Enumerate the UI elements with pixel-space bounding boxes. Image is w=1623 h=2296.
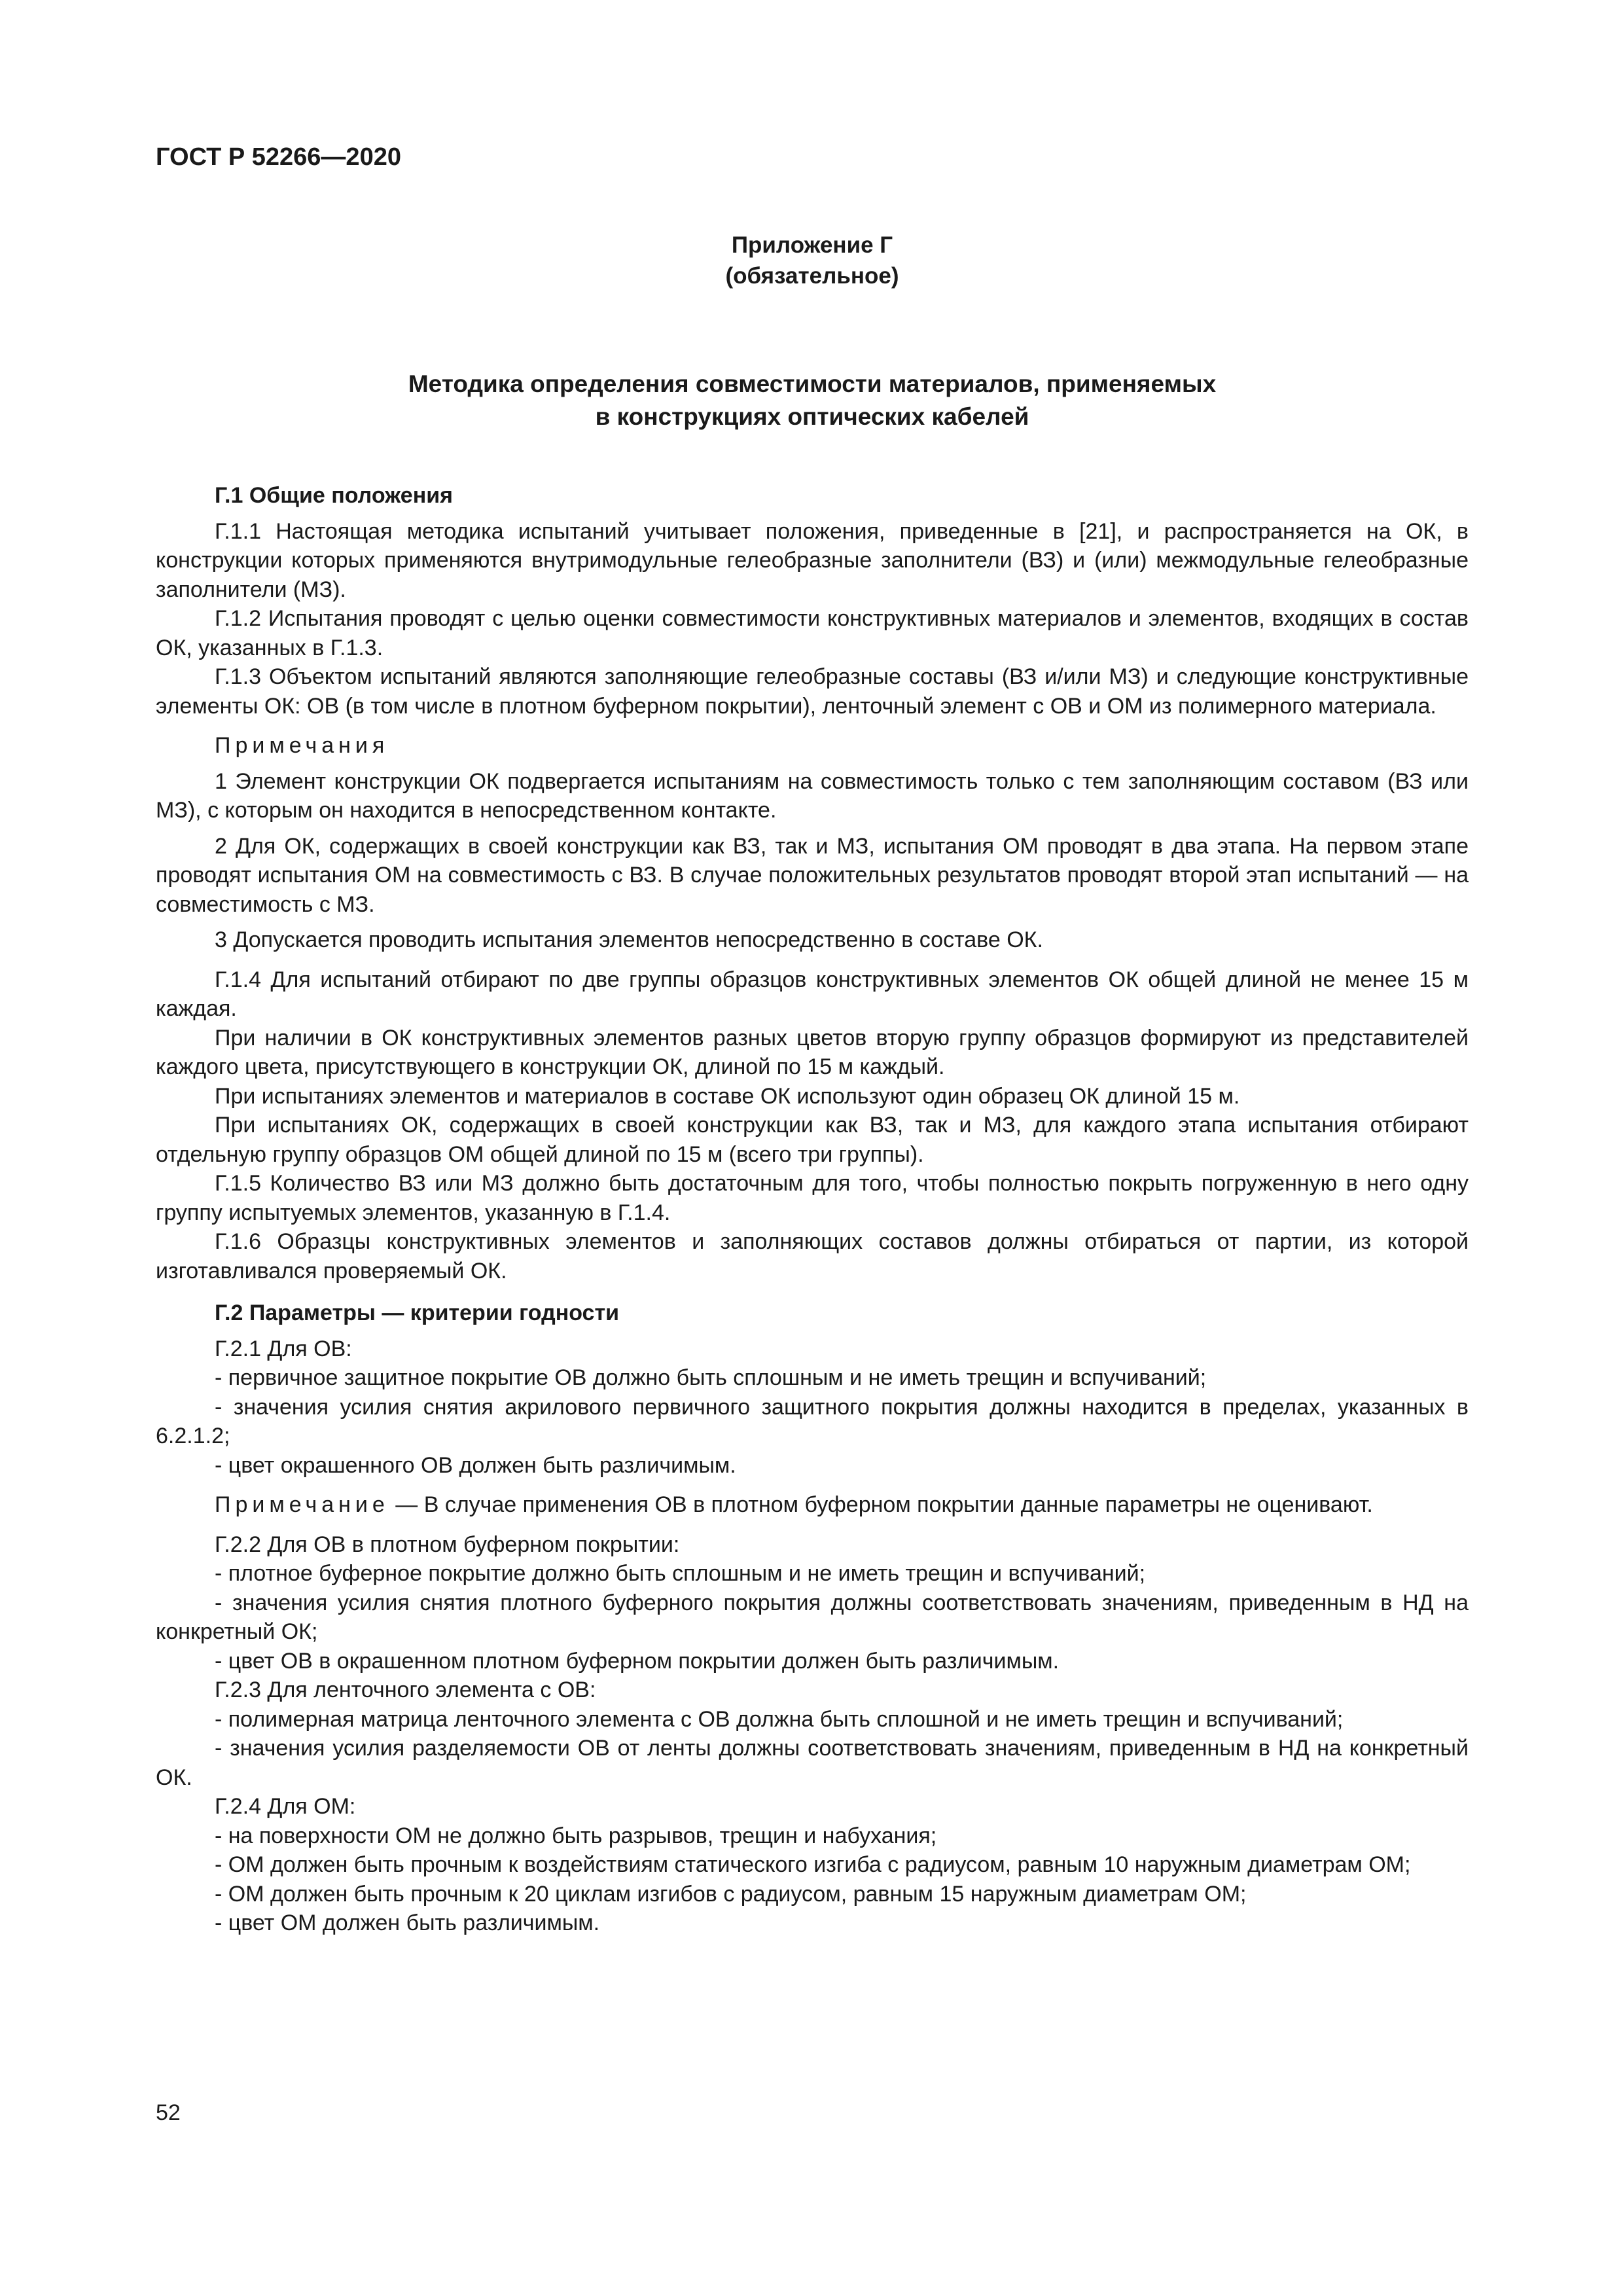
document-code: ГОСТ Р 52266—2020: [156, 143, 401, 171]
document-page: [156, 141, 1469, 1938]
notes-label-text: Примечания: [215, 733, 389, 758]
note-2: 2 Для ОК, содержащих в своей конструкции как ВЗ, так и МЗ, испытания ОМ проводят в два этапа. На первом этапе проводят испытания ОМ на совместимость с ВЗ. В случае положительных результатов проводят второй этап испытаний — на совместимость с МЗ.: [156, 833, 1469, 917]
list-item: - плотное буферное покрытие должно быть сплошным и не иметь трещин и вспучиваний;: [215, 1561, 1146, 1586]
title-line-2: в конструкциях оптических кабелей: [595, 403, 1029, 430]
list-item: - ОМ должен быть прочным к 20 циклам изгибов с радиусом, равным 15 наружным диаметрам ОМ;: [215, 1881, 1247, 1907]
paragraph-g1-3: Г.1.3 Объектом испытаний являются заполняющие гелеобразные составы (ВЗ и/или МЗ) и следующие конструктивные элементы ОК: ОВ (в том числе в плотном буферном покрытии), ленточный элемент с ОВ и ОМ из полимерного материала.: [156, 664, 1469, 719]
list-item: - цвет ОМ должен быть различимым.: [215, 1910, 600, 1935]
list-item: - значения усилия снятия плотного буферного покрытия должны соответствовать значениям, приведенным в НД на конкретный ОК;: [156, 1590, 1469, 1644]
note-g2: [156, 1490, 1469, 1520]
page-number: 52: [156, 2100, 181, 2125]
list-item: - на поверхности ОМ не должно быть разрывов, трещин и набухания;: [215, 1823, 937, 1848]
paragraph-g1-6: Г.1.6 Образцы конструктивных элементов и заполняющих составов должны отбираться от партии, из которой изготавливался проверяемый ОК.: [156, 1229, 1469, 1283]
note-1: 1 Элемент конструкции ОК подвергается испытаниям на совместимость только с тем заполняющим составом (ВЗ или МЗ), с которым он находится в непосредственном контакте.: [156, 768, 1469, 823]
subsection-g2-1-title: Г.2.1 Для ОВ:: [215, 1336, 352, 1361]
paragraph-g1-4-ok-sample: При испытаниях элементов и материалов в составе ОК используют один образец ОК длиной 15 м.: [215, 1083, 1240, 1109]
list-g2-1: [156, 1363, 1469, 1480]
list-item: - значения усилия разделяемости ОВ от ленты должны соответствовать значениям, приведенным в НД на конкретный ОК.: [156, 1736, 1469, 1790]
list-item: - значения усилия снятия акрилового первичного защитного покрытия должны находится в пределах, указанных в 6.2.1.2;: [156, 1394, 1469, 1448]
paragraph-g1-5: Г.1.5 Количество ВЗ или МЗ должно быть достаточным для того, чтобы полностью покрыть погруженную в него одну группу испытуемых элементов, указанную в Г.1.4.: [156, 1171, 1469, 1225]
note-3: 3 Допускается проводить испытания элементов непосредственно в составе ОК.: [215, 927, 1043, 952]
list-item: - цвет окрашенного ОВ должен быть различимым.: [215, 1452, 736, 1478]
list-g2-4: [156, 1821, 1469, 1938]
paragraph-g1-4-colors: При наличии в ОК конструктивных элементов разных цветов вторую группу образцов формируют из представителей каждого цвета, присутствующего в конструкции ОК, длиной по 15 м каждый.: [156, 1025, 1469, 1079]
appendix-status: (обязательное): [725, 263, 899, 289]
list-item: - полимерная матрица ленточного элемента с ОВ должна быть сплошной и не иметь трещин и вспучиваний;: [215, 1706, 1344, 1732]
appendix-heading: [156, 230, 1469, 291]
section-heading-g2: Г.2 Параметры — критерии годности: [215, 1300, 620, 1325]
note-g2-text: — В случае применения ОВ в плотном буферном покрытии данные параметры не оценивают.: [389, 1492, 1373, 1517]
paragraph-g1-1: Г.1.1 Настоящая методика испытаний учитывает положения, приведенные в [21], и распространяется на ОК, в конструкции которых применяются внутримодульные гелеобразные заполнители (ВЗ) и (или) межмодульные гелеобразные заполнители (МЗ).: [156, 518, 1469, 602]
paragraph-g1-4-stages: При испытаниях ОК, содержащих в своей конструкции как ВЗ, так и МЗ, для каждого этапа испытания отбирают отдельную группу образцов ОМ общей длиной по 15 м (всего три группы).: [156, 1113, 1469, 1167]
paragraph-g1-2: Г.1.2 Испытания проводят с целью оценки совместимости конструктивных материалов и элементов, входящих в состав ОК, указанных в Г.1.3.: [156, 606, 1469, 660]
subsection-g2-3-title: Г.2.3 Для ленточного элемента с ОВ:: [215, 1677, 596, 1702]
list-item: - ОМ должен быть прочным к воздействиям статического изгиба с радиусом, равным 10 наружным диаметрам ОМ;: [215, 1852, 1411, 1877]
notes-label: [156, 731, 1469, 761]
list-g2-3: [156, 1705, 1469, 1793]
subsection-g2-4-title: Г.2.4 Для ОМ:: [215, 1794, 356, 1819]
list-g2-2: [156, 1559, 1469, 1676]
list-item: - первичное защитное покрытие ОВ должно быть сплошным и не иметь трещин и вспучиваний;: [215, 1365, 1207, 1390]
section-heading-g1: Г.1 Общие положения: [215, 483, 453, 508]
note-g2-label: Примечание: [215, 1492, 389, 1517]
paragraph-g1-4: Г.1.4 Для испытаний отбирают по две группы образцов конструктивных элементов ОК общей длиной не менее 15 м каждая.: [156, 967, 1469, 1021]
appendix-label: Приложение Г: [731, 232, 893, 258]
document-title: [156, 368, 1469, 433]
subsection-g2-2-title: Г.2.2 Для ОВ в плотном буферном покрытии:: [215, 1532, 680, 1557]
title-line-1: Методика определения совместимости материалов, применяемых: [408, 370, 1217, 397]
list-item: - цвет ОВ в окрашенном плотном буферном покрытии должен быть различимым.: [215, 1648, 1060, 1674]
